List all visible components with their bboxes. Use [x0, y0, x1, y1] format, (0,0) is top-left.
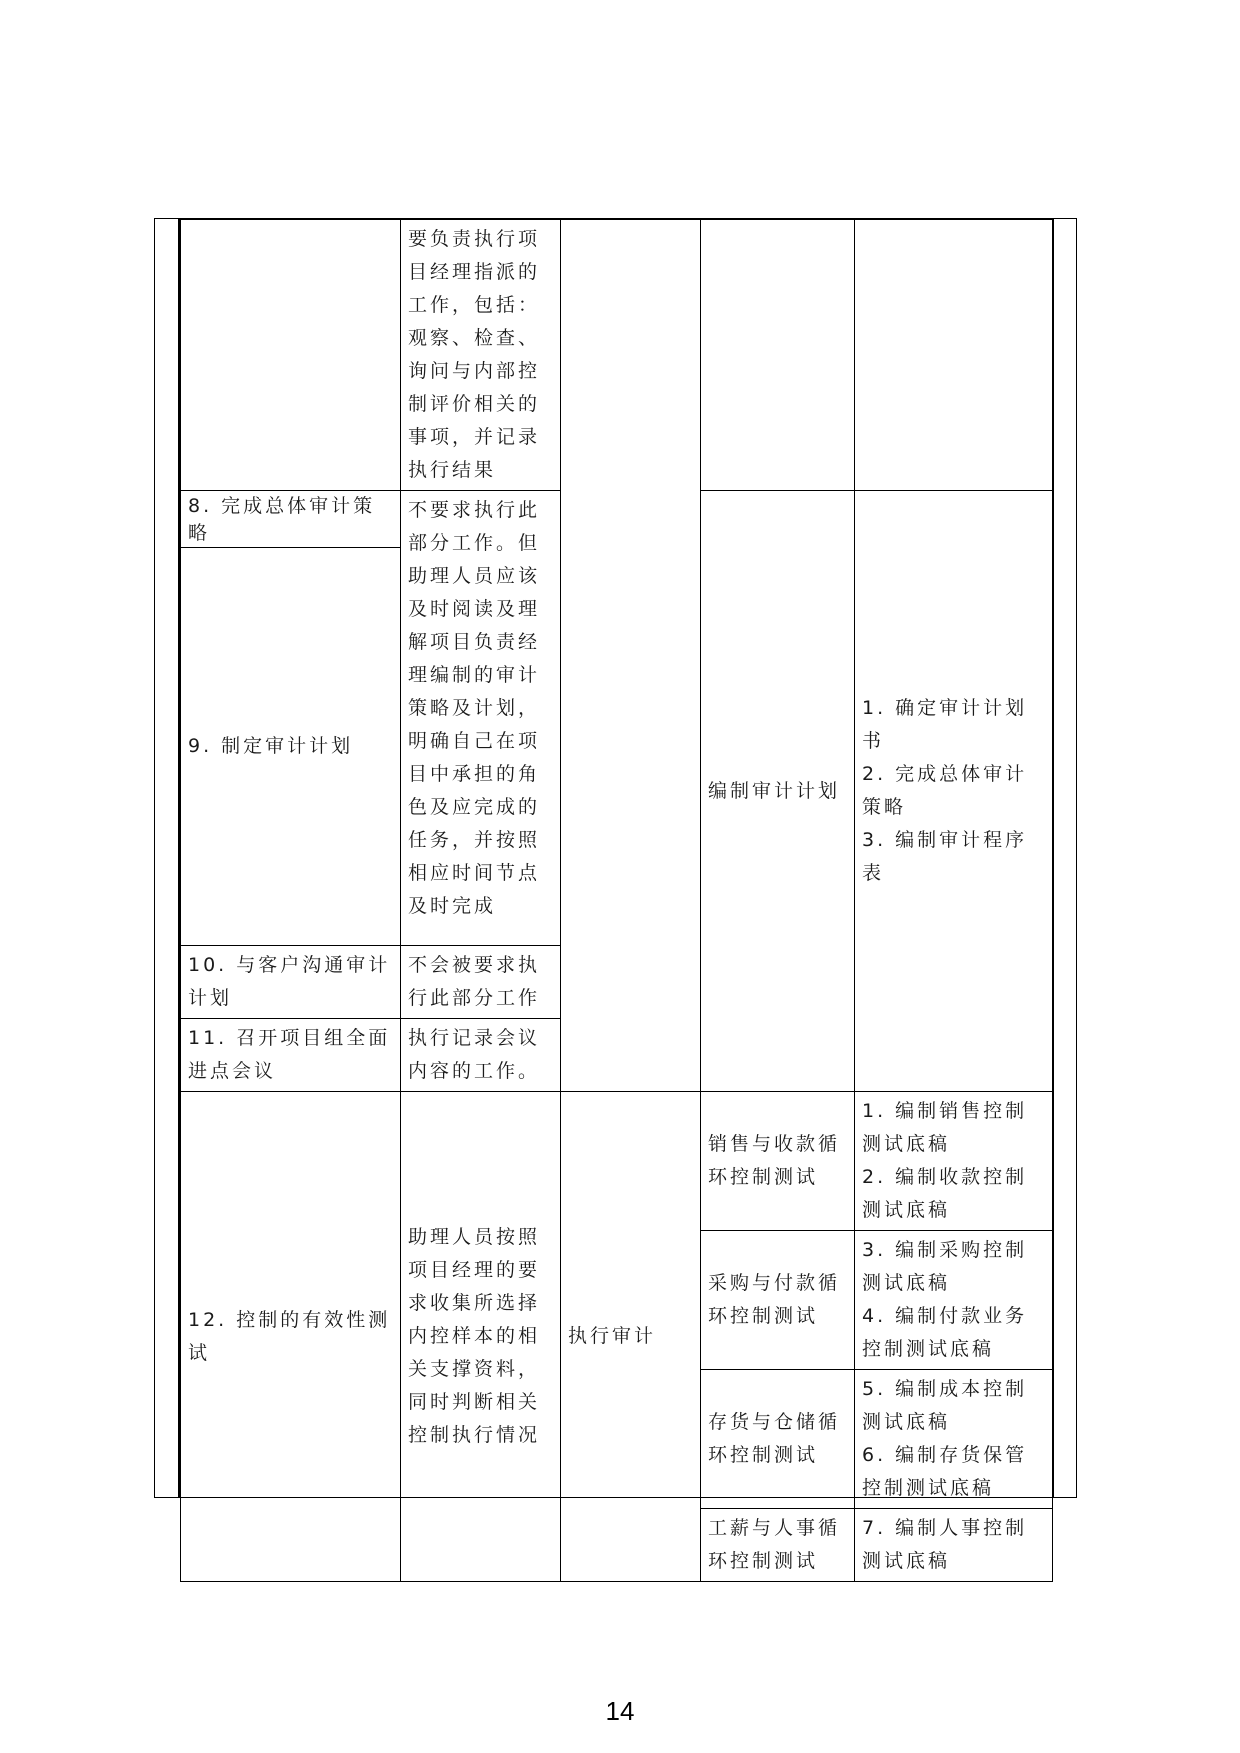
- cell-duties: 执行记录会议 内容的工作。: [401, 1019, 561, 1092]
- cell-deliverables: 7. 编制人事控制 测试底稿: [855, 1509, 1053, 1582]
- cell-deliverables: 1. 确定审计计划 书 2. 完成总体审计 策略 3. 编制审计程序 表: [855, 491, 1053, 1092]
- cell-task: 12. 控制的有效性测 试: [181, 1092, 401, 1582]
- cell-task: 11. 召开项目组全面 进点会议: [181, 1019, 401, 1092]
- cell-stage-task: 编制审计计划: [701, 491, 855, 1092]
- table-row: [181, 220, 1053, 491]
- cell-cycle: 采购与付款循 环控制测试: [701, 1231, 855, 1370]
- cell-duties: 不会被要求执 行此部分工作: [401, 946, 561, 1019]
- cell-cycle: 存货与仓储循 环控制测试: [701, 1370, 855, 1509]
- cell-duties: 助理人员按照 项目经理的要 求收集所选择 内控样本的相 关支撑资料， 同时判断相关 控制执行情况: [401, 1092, 561, 1582]
- cell-empty: [855, 220, 1053, 491]
- cell-stage: 执行审计: [561, 1092, 701, 1582]
- cell-empty: [181, 220, 401, 491]
- cell-deliverables: 5. 编制成本控制 测试底稿 6. 编制存货保管 控制测试底稿: [855, 1370, 1053, 1509]
- cell-deliverables: 3. 编制采购控制 测试底稿 4. 编制付款业务 控制测试底稿: [855, 1231, 1053, 1370]
- cell-task: 8. 完成总体审计策略: [181, 491, 401, 548]
- cell-cycle: 销售与收款循 环控制测试: [701, 1092, 855, 1231]
- page-number: 14: [605, 1696, 635, 1726]
- cell-deliverables: 1. 编制销售控制 测试底稿 2. 编制收款控制 测试底稿: [855, 1092, 1053, 1231]
- cell-task: 10. 与客户沟通审计 计划: [181, 946, 401, 1019]
- cell-task: 9. 制定审计计划: [181, 548, 401, 946]
- cell-empty: [701, 220, 855, 491]
- table-row: [181, 1092, 1053, 1231]
- cell-duties: 要负责执行项 目经理指派的 工作，包括： 观察、检查、 询问与内部控 制评价相关的 事项，并记录 执行结果: [401, 220, 561, 491]
- cell-cycle: 工薪与人事循 环控制测试: [701, 1509, 855, 1582]
- cell-empty-stage: [561, 220, 701, 1092]
- cell-duties: 不要求执行此 部分工作。但 助理人员应该 及时阅读及理 解项目负责经 理编制的审计 策略及计划， 明确自己在项 目中承担的角 色及应完成的 任务，并按照 相应时间节点 及时完成: [401, 491, 561, 946]
- audit-task-table: [180, 219, 1053, 1582]
